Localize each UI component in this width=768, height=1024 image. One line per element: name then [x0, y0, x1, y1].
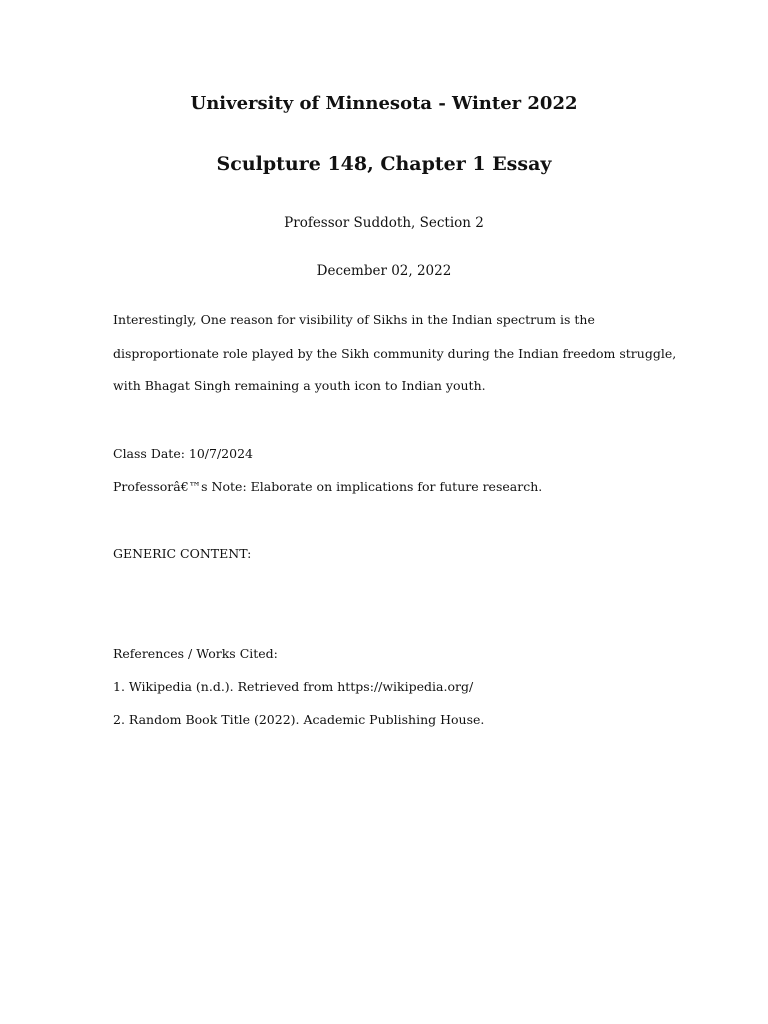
- essay-date: December 02, 2022: [316, 263, 452, 279]
- professor-note: Professorâ€™s Note: Elaborate on implications for future research.: [113, 479, 543, 494]
- essay-title: Sculpture 148, Chapter 1 Essay: [216, 153, 552, 175]
- references-heading: References / Works Cited:: [113, 646, 278, 661]
- reference-item: 1. Wikipedia (n.d.). Retrieved from https://wikipedia.org/: [113, 679, 474, 694]
- university-title: University of Minnesota - Winter 2022: [190, 93, 578, 114]
- class-date: Class Date: 10/7/2024: [113, 446, 253, 461]
- generic-content-label: GENERIC CONTENT:: [113, 546, 252, 561]
- body-line-1: Interestingly, One reason for visibility of Sikhs in the Indian spectrum is the: [113, 312, 595, 327]
- reference-item: 2. Random Book Title (2022). Academic Publishing House.: [113, 712, 485, 727]
- body-line-3: with Bhagat Singh remaining a youth icon to Indian youth.: [113, 378, 486, 393]
- professor-section: Professor Suddoth, Section 2: [284, 215, 484, 231]
- body-line-2: disproportionate role played by the Sikh community during the Indian freedom struggle,: [113, 346, 677, 361]
